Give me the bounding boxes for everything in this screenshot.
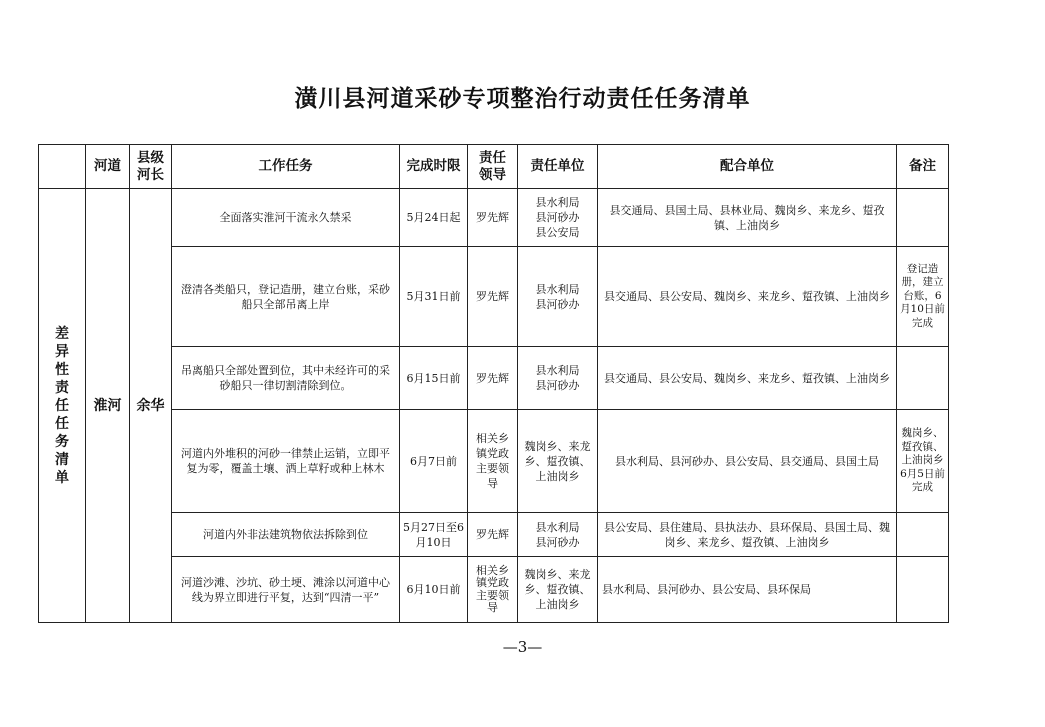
deadline-cell: 6月7日前 (400, 410, 468, 513)
header-deadline: 完成时限 (400, 145, 468, 189)
task-table (38, 144, 949, 623)
unit-cell: 县水利局 县河砂办 县公安局 (518, 189, 598, 247)
header-row (39, 145, 949, 189)
category-cell: 差异性责任任务清单 (39, 189, 86, 623)
note-cell (897, 557, 949, 623)
table-row (39, 557, 949, 623)
leader-cell: 罗先辉 (468, 247, 518, 347)
deadline-cell: 5月27日至6月10日 (400, 513, 468, 557)
coop-cell: 县交通局、县国土局、县林业局、魏岗乡、来龙乡、踅孜镇、上油岗乡 (598, 189, 897, 247)
deadline-cell: 5月24日起 (400, 189, 468, 247)
task-cell: 全面落实淮河干流永久禁采 (172, 189, 400, 247)
leader-cell: 罗先辉 (468, 189, 518, 247)
coop-cell: 县水利局、县河砂办、县公安局、县交通局、县国土局 (598, 410, 897, 513)
document-title: 潢川县河道采砂专项整治行动责任任务清单 (294, 86, 751, 112)
table-row (39, 410, 949, 513)
deadline-cell: 5月31日前 (400, 247, 468, 347)
leader-cell: 罗先辉 (468, 347, 518, 410)
table-row (39, 347, 949, 410)
unit-cell: 县水利局 县河砂办 (518, 513, 598, 557)
note-cell: 登记造册，建立台账，6月10日前完成 (897, 247, 949, 347)
coop-cell: 县公安局、县住建局、县执法办、县环保局、县国土局、魏岗乡、来龙乡、踅孜镇、上油岗乡 (598, 513, 897, 557)
leader-cell: 相关乡镇党政主要领导 (468, 557, 518, 623)
coop-cell: 县交通局、县公安局、魏岗乡、来龙乡、踅孜镇、上油岗乡 (598, 347, 897, 410)
table-row (39, 513, 949, 557)
task-cell: 澄清各类船只，登记造册，建立台账，采砂船只全部吊离上岸 (172, 247, 400, 347)
header-category (39, 145, 86, 189)
header-unit: 责任单位 (518, 145, 598, 189)
task-cell: 吊离船只全部处置到位，其中未经许可的采砂船只一律切割清除到位。 (172, 347, 400, 410)
table-row (39, 189, 949, 247)
coop-cell: 县水利局、县河砂办、县公安局、县环保局 (598, 557, 897, 623)
header-task: 工作任务 (172, 145, 400, 189)
unit-cell: 魏岗乡、来龙乡、踅孜镇、上油岗乡 (518, 557, 598, 623)
unit-cell: 县水利局 县河砂办 (518, 247, 598, 347)
river-cell: 淮河 (86, 189, 130, 623)
note-cell (897, 189, 949, 247)
table-row (39, 247, 949, 347)
note-cell (897, 347, 949, 410)
header-leader: 责任领导 (468, 145, 518, 189)
task-cell: 河道内外非法建筑物依法拆除到位 (172, 513, 400, 557)
chief-cell: 余华 (130, 189, 172, 623)
header-river: 河道 (86, 145, 130, 189)
leader-cell: 罗先辉 (468, 513, 518, 557)
coop-cell: 县交通局、县公安局、魏岗乡、来龙乡、踅孜镇、上油岗乡 (598, 247, 897, 347)
task-cell: 河道内外堆积的河砂一律禁止运销，立即平复为零，覆盖土壤、洒上草籽或种上林木 (172, 410, 400, 513)
header-coop: 配合单位 (598, 145, 897, 189)
note-cell (897, 513, 949, 557)
deadline-cell: 6月10日前 (400, 557, 468, 623)
note-cell: 魏岗乡、踅孜镇、上油岗乡6月5日前完成 (897, 410, 949, 513)
unit-cell: 魏岗乡、来龙乡、踅孜镇、上油岗乡 (518, 410, 598, 513)
leader-cell: 相关乡镇党政主要领导 (468, 410, 518, 513)
task-cell: 河道沙滩、沙坑、砂土埂、滩涂以河道中心线为界立即进行平复，达到“四清一平” (172, 557, 400, 623)
unit-cell: 县水利局 县河砂办 (518, 347, 598, 410)
page-number: —3— (502, 638, 543, 656)
header-note: 备注 (897, 145, 949, 189)
deadline-cell: 6月15日前 (400, 347, 468, 410)
header-chief: 县级河长 (130, 145, 172, 189)
